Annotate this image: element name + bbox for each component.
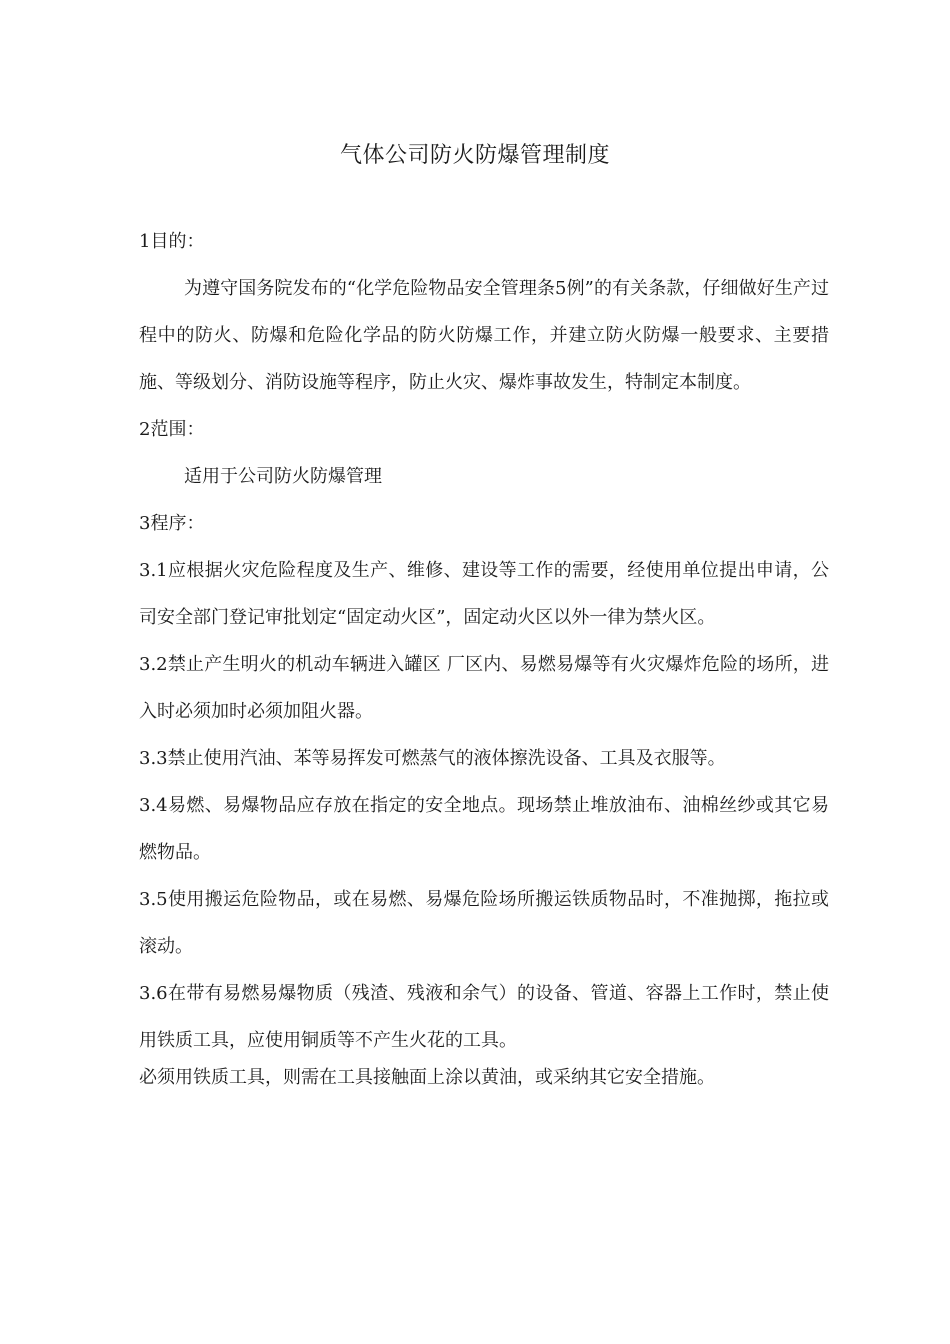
procedure-item-3-3: 3.3禁止使用汽油、苯等易挥发可燃蒸气的液体擦洗设备、工具及衣服等。	[139, 748, 726, 769]
section-heading-procedure: 3程序：	[139, 513, 205, 534]
section-heading-scope: 2范围：	[139, 419, 205, 440]
procedure-item-3-4: 3.4易燃、易爆物品应存放在指定的安全地点。现场禁止堆放油布、油棉丝纱或其它易燃物品。	[139, 795, 829, 863]
procedure-item-3-5: 3.5使用搬运危险物品，或在易燃、易爆危险场所搬运铁质物品时，不准抛掷，拖拉或滚动。	[139, 889, 829, 957]
purpose-paragraph: 为遵守国务院发布的“化学危险物品安全管理条5例”的有关条款，仔细做好生产过程中的防火、防爆和危险化学品的防火防爆工作，并建立防火防爆一般要求、主要措施、等级划分、消防设施等程序，防止火灾、爆炸事故发生，特制定本制度。	[139, 278, 829, 393]
procedure-item-3-1: 3.1应根据火灾危险程度及生产、维修、建设等工作的需要，经使用单位提出申请，公司安全部门登记审批划定“固定动火区”，固定动火区以外一律为禁火区。	[139, 560, 829, 628]
section-heading-purpose: 1目的：	[139, 231, 205, 252]
procedure-item-3-2: 3.2禁止产生明火的机动车辆进入罐区 厂区内、易燃易爆等有火灾爆炸危险的场所，进入时必须加时必须加阻火器。	[139, 654, 829, 722]
procedure-item-3-6: 3.6在带有易燃易爆物质（残渣、残液和余气）的设备、管道、容器上工作时，禁止使用铁质工具，应使用铜质等不产生火花的工具。	[139, 983, 829, 1051]
procedure-note: 必须用铁质工具，则需在工具接触面上涂以黄油，或采纳其它安全措施。	[139, 1067, 715, 1088]
document-body	[139, 218, 829, 1092]
document-title: 气体公司防火防爆管理制度	[339, 143, 610, 168]
scope-paragraph: 适用于公司防火防爆管理	[184, 466, 382, 487]
